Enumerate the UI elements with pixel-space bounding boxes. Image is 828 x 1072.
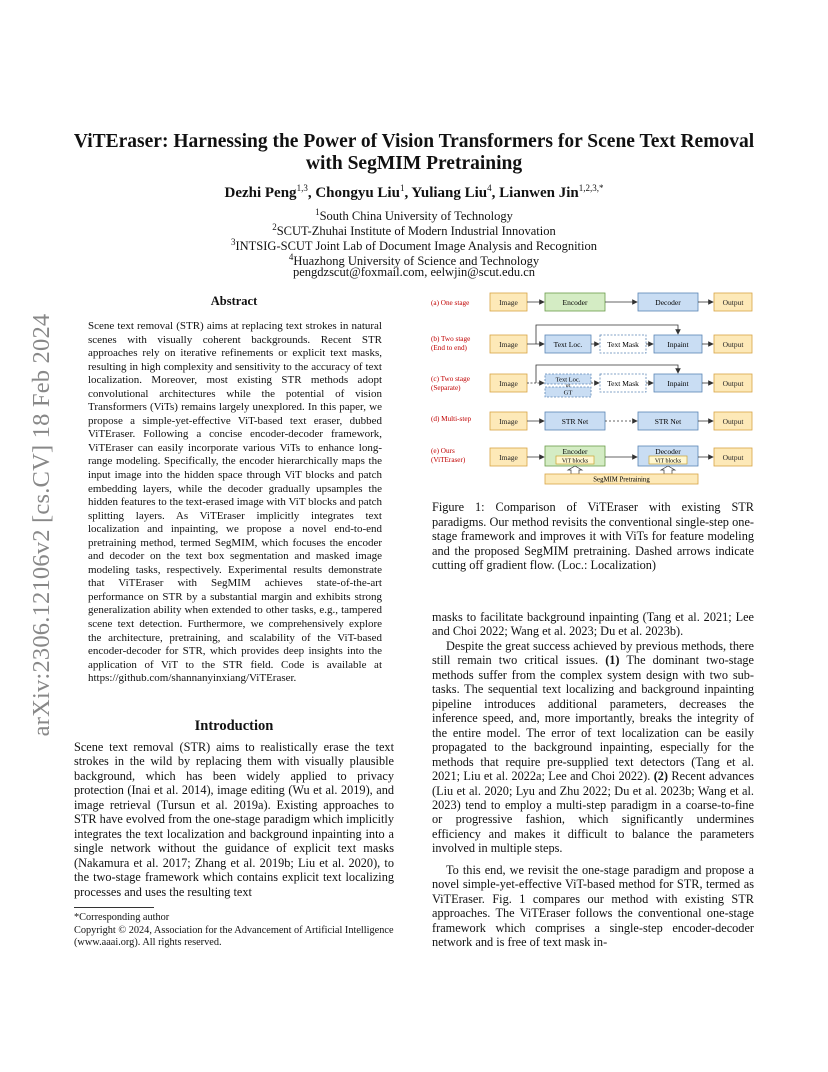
author-name: Dezhi Peng [224, 185, 297, 201]
or-label: or [565, 383, 571, 389]
image-label: Image [499, 340, 518, 349]
right-paragraph-1: masks to facilitate background inpainting (Tang et al. 2021; Lee and Choi 2022; Wang et al. 2023; Du et al. 2023b). [432, 610, 754, 639]
introduction-heading: Introduction [194, 718, 274, 734]
encoder-label: Encoder [562, 298, 588, 307]
p2-issue-1: (1) [605, 653, 620, 668]
author-sup: 4 [487, 183, 492, 193]
row-label-e-sub: (ViTEraser) [431, 456, 466, 464]
text-loc-label: Text Loc. [553, 340, 583, 349]
title-line-1: ViTEraser: Harnessing the Power of Vision Transformers for Scene Text Removal [73, 131, 755, 152]
row-label-e: (e) Ours [431, 447, 455, 455]
figure-1-diagram [428, 288, 758, 488]
text-mask-label: Text Mask [607, 379, 639, 388]
text-mask-label: Text Mask [607, 340, 639, 349]
aff-sup: 2 [272, 222, 277, 232]
output-label: Output [722, 453, 744, 462]
introduction-body: Scene text removal (STR) aims to realistically erase the text strokes in the wild by replacing them with visually plausible background, which has been widely applied to privacy protection (Inai et al. 2014), image editing (Wu et al. 2019), and image retrieval (Tursun et al. 2019a). Existing approaches to STR have evolved from the one-stage paradigm which implicitly integrates the text localization and background inpainting into a single network without the guidance of explicit text masks (Nakamura et al. 2017; Zhang et al. 2019b; Liu et al. 2020), to the two-stage framework which contains explicit text localizing processes and uses the resulting text [74, 740, 394, 899]
corresponding-note: *Corresponding author [74, 912, 170, 923]
right-paragraph-3: To this end, we revisit the one-stage paradigm and propose a novel simple-yet-effective ViT-based method for STR, termed as ViTEraser. Fig. 1 compares our method with existing STR approaches. The ViTEraser follows the conventional one-stage framework which comprises a single-step encoder-decoder network and is free of text mask in- [432, 863, 754, 950]
aff-sup: 4 [288, 252, 294, 262]
aff-sup: 3 [230, 237, 236, 247]
figure-1-caption: Figure 1: Comparison of ViTEraser with existing STR paradigms. Our method revisits the conventional single-step one-stage framework and improves it with ViTs for feature modeling and the proposed SegMIM pretraining. Dashed arrows indicate cutting off gradient flow. (Loc.: Localization) [432, 500, 754, 573]
str-net-label: STR Net [654, 417, 682, 426]
right-paragraph-2 [432, 639, 754, 856]
vit-blocks-label: ViT blocks [654, 458, 682, 465]
row-label-b-sub: (End to end) [431, 344, 467, 352]
paper-title [60, 131, 768, 175]
encoder-label: Encoder [562, 447, 588, 456]
gt-label: GT [563, 389, 573, 397]
footnote [74, 912, 394, 950]
abstract-body: Scene text removal (STR) aims at replacing text strokes in natural scenes with visually coherent backgrounds. Recent STR approaches rely on iterative refinements or explicit text masks, resulting in high complexity and sensitivity to the accuracy of text localization. Moreover, most existing STR methods adopt convolutional architectures while the potential of vision Transformers (ViTs) remains largely unexplored. In this paper, we propose a simple-yet-effective ViT-based text eraser, dubbed ViTEraser. Following a concise encoder-decoder framework, ViTEraser can easily incorporate various ViTs to enhance long-range modeling. Specifically, the encoder hierarchically maps the input image into the hidden space through ViT blocks and patch embedding layers, while the decoder gradually upsamples the hidden features to the text-erased image with ViT blocks and patch splitting layers. As ViTEraser implicitly integrates text localization and inpainting, we propose a novel end-to-end pretraining method, termed SegMIM, which focuses the encoder and decoder on the text box segmentation and masked image modeling tasks, respectively. Experimental results demonstrate that ViTEraser with SegMIM achieves state-of-the-art performance on STR by a substantial margin and exhibits strong generalization ability when extended to other tasks, e.g., tampered scene text detection. Furthermore, we comprehensively explore the architecture, pretraining, and scalability of the ViT-based encoder-decoder for STR, which provides deep insights into the application of ViT to the STR field. Code is available at https://github.com/shannanyinxiang/ViTEraser. [88, 320, 383, 685]
author-list: Dezhi Peng$^{1,3}$, Chongyu Liu$^1$, Yuliang Liu$^4$, Lianwen Jin$^{1,2,3,*}$ [224, 183, 604, 201]
image-label: Image [499, 379, 518, 388]
row-label-c: (c) Two stage [431, 375, 470, 383]
author-name: Yuliang Liu [411, 185, 488, 201]
image-label: Image [499, 453, 518, 462]
author-name: Chongyu Liu [315, 185, 400, 201]
author-sup: 1,2,3,* [578, 183, 604, 193]
title-line-2: with SegMIM Pretraining [305, 153, 523, 174]
inpaint-label: Inpaint [667, 379, 689, 388]
row-label-b: (b) Two stage [431, 335, 471, 343]
aff-text: INTSIG-SCUT Joint Lab of Document Image Analysis and Recognition [235, 239, 598, 254]
aff-text: South China University of Technology [319, 209, 513, 224]
p2-text-b: The dominant two-stage methods suffer from the complex system design with two sub-tasks. The sequential text localizing and background inpainting pipeline introduces additional parameters, decreases the inference speed, and, more importantly, breaks the integrity of the entire model. The error of text localization can be easily propagated to the background inpainting, especially for the methods that require pre-supplied text detectors (Tang et al. 2021; Liu et al. 2022a; Lee and Choi 2022). [432, 653, 755, 784]
copyright-note: Copyright © 2024, Association for the Advancement of Artificial Intelligence (www.aaai.org). All rights reserved. [74, 924, 394, 948]
abstract-heading: Abstract [210, 294, 258, 308]
aff-sup: 1 [315, 207, 320, 217]
decoder-label: Decoder [655, 447, 681, 456]
row-label-d: (d) Multi-step [431, 415, 472, 423]
arxiv-stamp [22, 290, 62, 760]
row-label-c-sub: (Separate) [431, 384, 461, 392]
row-labels [431, 299, 472, 464]
row-label-a: (a) One stage [431, 299, 470, 307]
decoder-label: Decoder [655, 298, 681, 307]
author-sup: 1 [399, 183, 405, 193]
author-emails: pengdzscut@foxmail.com, eelwjin@scut.edu.cn [292, 265, 536, 279]
p2-issue-2: (2) [653, 769, 669, 784]
paradigm-diagram [428, 288, 758, 488]
output-label: Output [722, 379, 744, 388]
arxiv-id: arXiv:2306.12106v2 [cs.CV] 18 Feb 2024 [28, 313, 55, 737]
author-name: Lianwen Jin [499, 185, 579, 201]
vit-blocks-label: ViT blocks [561, 458, 589, 465]
output-label: Output [722, 340, 744, 349]
p2-text-c: Recent advances (Liu et al. 2020; Lyu and Zhu 2022; Du et al. 2023b; Wang et al. 2023) tend to employ a multi-step paradigm in a coarse-to-fine or progressive fashion, which significantly undermines efficiency and makes it difficult to balance the parameters involved in multiple steps. [432, 769, 754, 856]
footnote-rule [74, 907, 154, 908]
aff-text: SCUT-Zhuhai Institute of Modern Industrial Innovation [276, 224, 556, 239]
aff-text: Huazhong University of Science and Technology [293, 254, 540, 269]
inpaint-label: Inpaint [667, 340, 689, 349]
output-label: Output [722, 298, 744, 307]
output-label: Output [722, 417, 744, 426]
segmim-label: SegMIM Pretraining [593, 476, 650, 484]
p2-text-a: Despite the great success achieved by previous methods, there still remain two critical issues. [432, 639, 754, 668]
text-loc-or-label: Text Loc. [555, 376, 581, 384]
str-net-label: STR Net [561, 417, 589, 426]
image-label: Image [499, 298, 518, 307]
image-label: Image [499, 417, 518, 426]
author-sup: 1,3 [296, 183, 308, 193]
